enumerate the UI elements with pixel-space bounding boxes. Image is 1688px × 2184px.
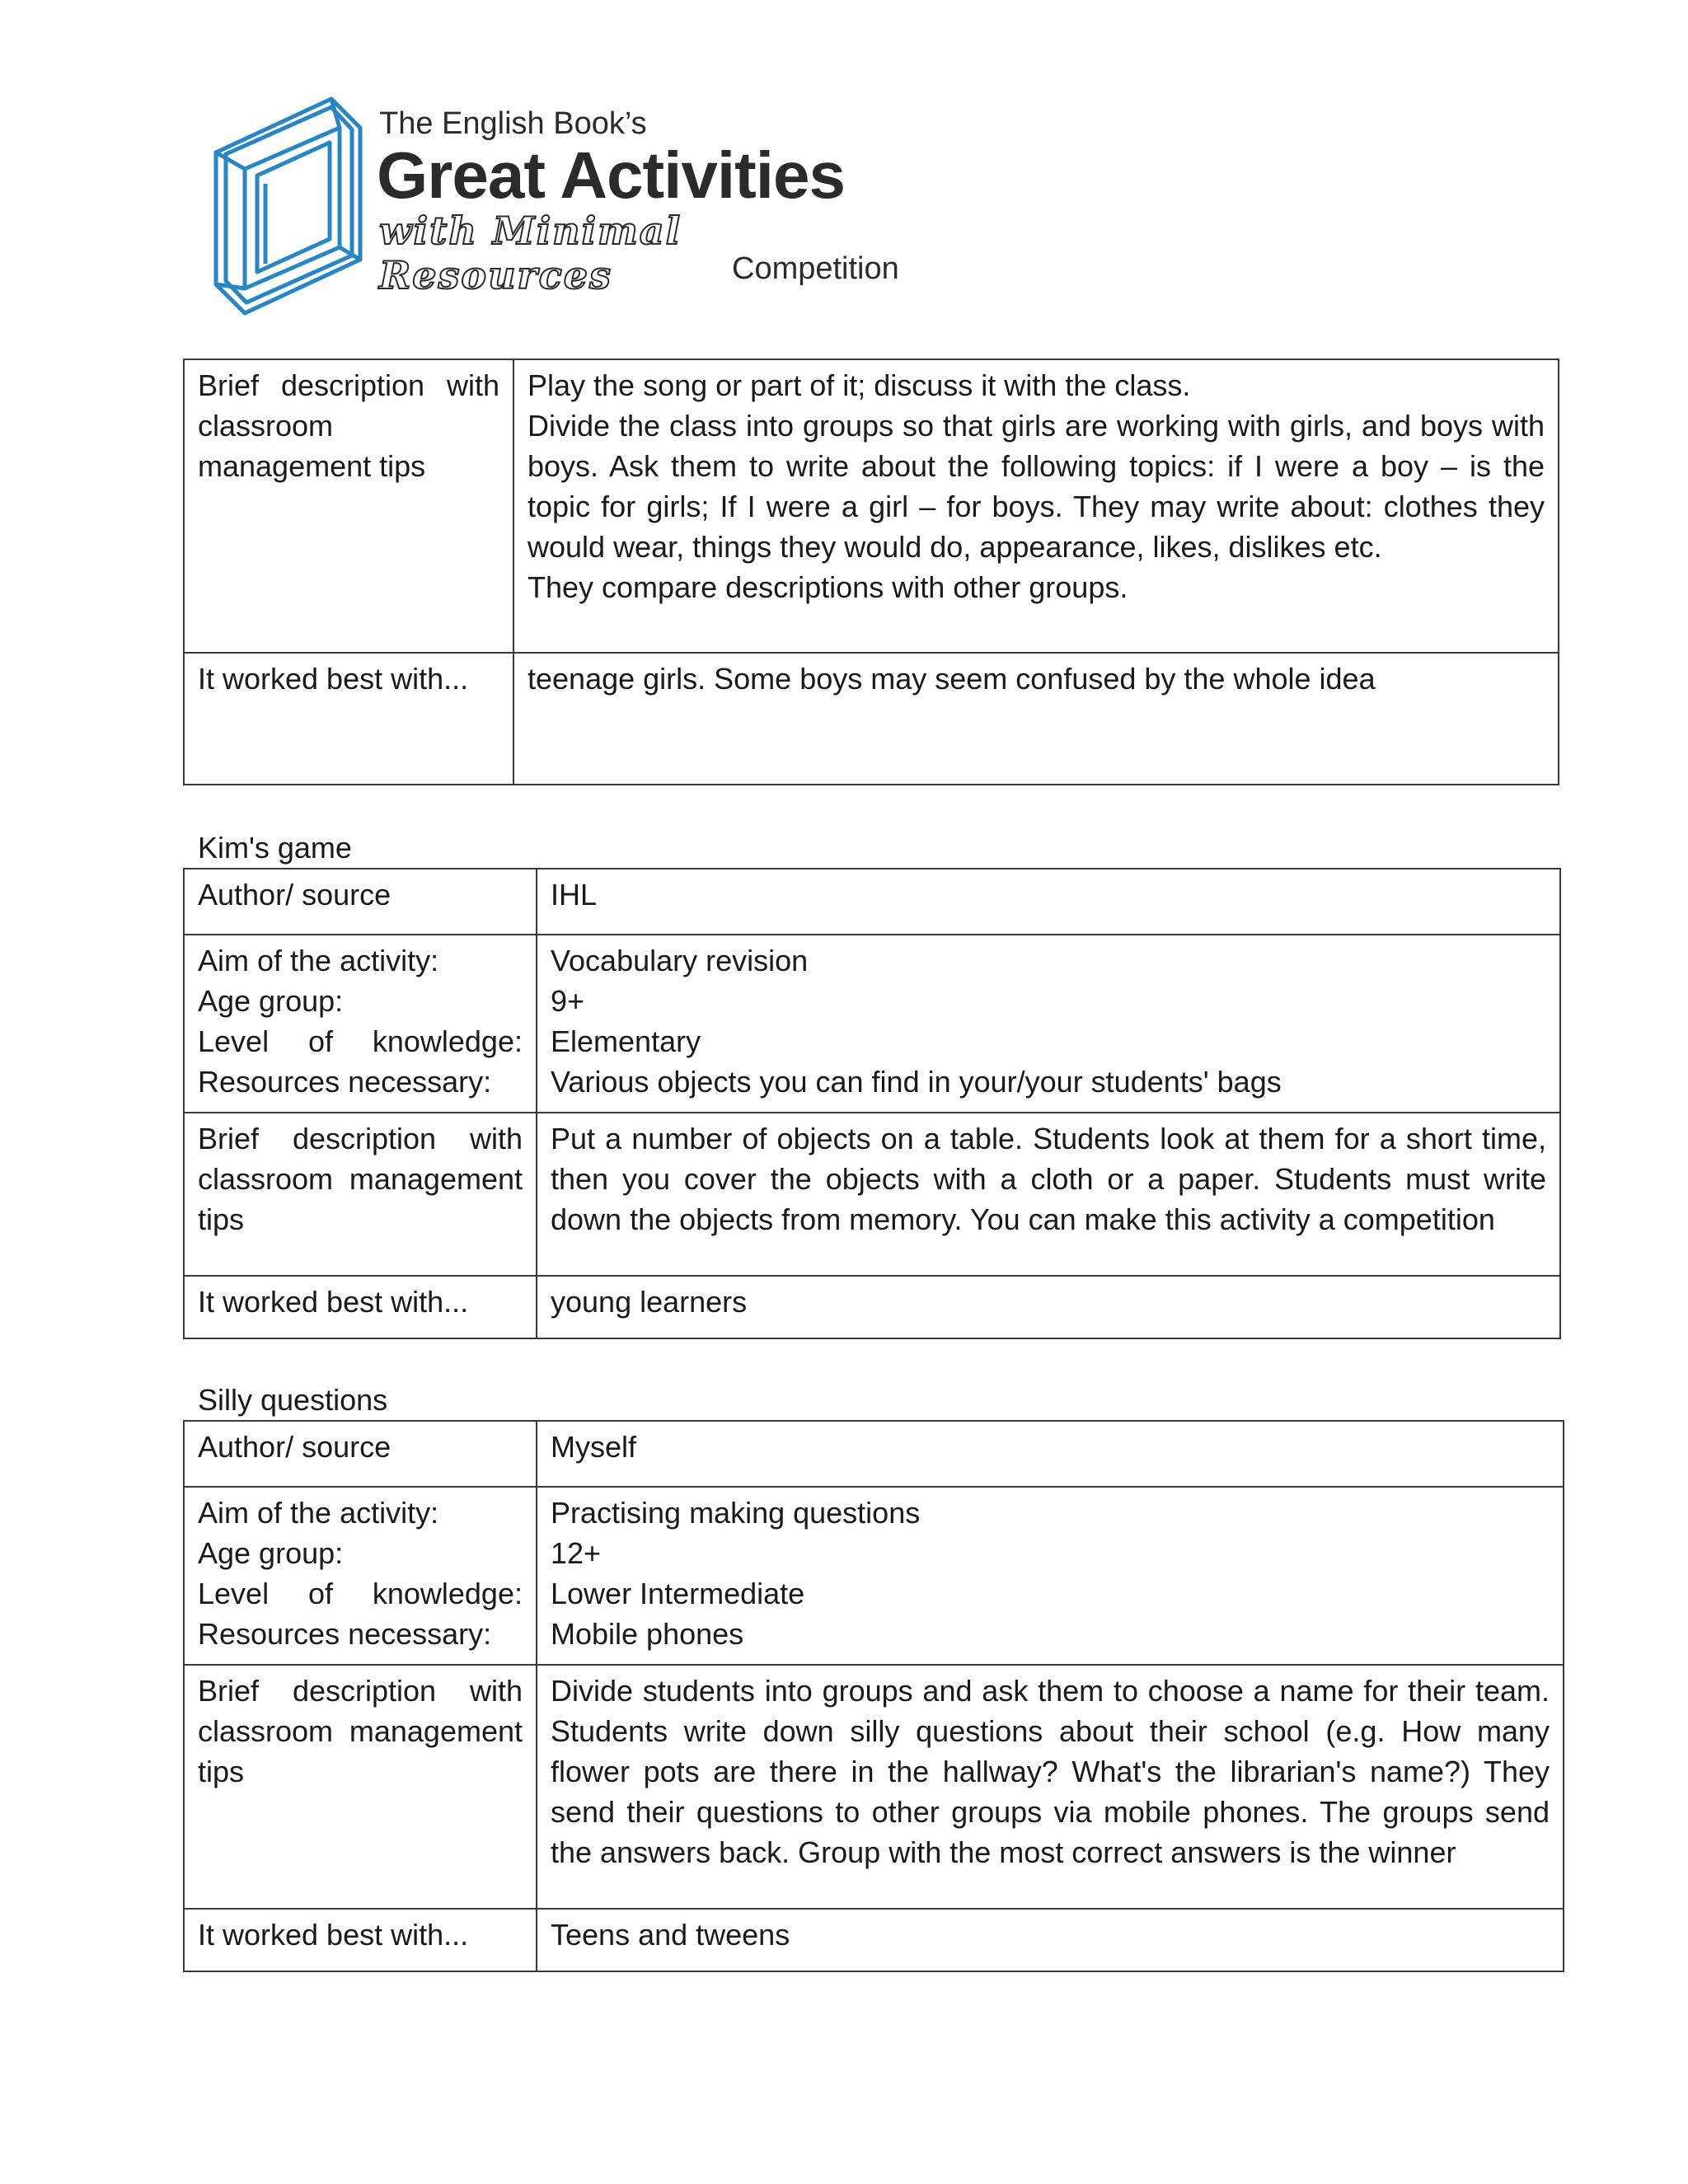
best-value-cell: young learners — [537, 1276, 1560, 1338]
brief-label-cell: Brief description with classroom management tips — [184, 359, 513, 653]
table-row — [184, 359, 1559, 653]
author-value-cell: IHL — [537, 869, 1560, 935]
resources-value: Various objects you can find in your/your students' bags — [551, 1065, 1282, 1099]
book-logo-icon — [208, 95, 373, 317]
aim-value: Practising making questions — [551, 1496, 921, 1530]
activity-3-title: Silly questions — [198, 1383, 388, 1417]
author-label-cell: Author/ source — [184, 869, 537, 935]
brief-value-line-2: Divide the class into groups so that girls are working with girls, and boys with boys. Ask them to write about the following topics: if I were a boy – is the topic for girls; If I were a girl – for boys. They may write about: clothes they would wear, things they would do, appearance, likes, dislikes etc. — [528, 409, 1545, 564]
brief-value-cell: Divide students into groups and ask them to choose a name for their team. Students write down silly questions about their school (e.g. How many flower pots are there in the hallway? What's the librarian's name?) They send their questions to other groups via mobile phones. The groups send the answers back. Group with the most correct answers is the winner — [537, 1665, 1564, 1909]
best-value-cell: Teens and tweens — [537, 1909, 1564, 1971]
resources-label: Resources necessary: — [198, 1617, 492, 1651]
table-row — [184, 935, 1560, 1113]
resources-label: Resources necessary: — [198, 1065, 492, 1099]
author-value-cell: Myself — [537, 1421, 1564, 1487]
logo — [208, 95, 917, 326]
brief-value-line-1: Play the song or part of it; discuss it with the class. — [528, 368, 1191, 402]
details-value-cell — [537, 1487, 1564, 1665]
details-label-cell — [184, 935, 537, 1113]
table-row — [184, 1276, 1560, 1338]
table-row — [184, 1487, 1564, 1665]
brief-label-cell: Brief description with classroom management tips — [184, 1113, 537, 1276]
table-row — [184, 869, 1560, 935]
brief-value-cell: Put a number of objects on a table. Students look at them for a short time, then you cover the objects with a cloth or a paper. Students must write down the objects from memory. You can make this activity a competition — [537, 1113, 1560, 1276]
logo-line-1: The English Book’s — [379, 106, 647, 141]
level-label: Level of knowledge: — [198, 1024, 523, 1058]
activity-2-title: Kim's game — [198, 831, 352, 865]
author-label-cell: Author/ source — [184, 1421, 537, 1487]
activity-2-table — [183, 868, 1561, 1339]
brief-value-line-3: They compare descriptions with other groups. — [528, 570, 1128, 604]
level-value: Elementary — [551, 1024, 701, 1058]
age-label: Age group: — [198, 984, 344, 1018]
aim-value: Vocabulary revision — [551, 944, 809, 977]
table-row — [184, 653, 1559, 785]
aim-label: Aim of the activity: — [198, 1496, 439, 1530]
aim-label: Aim of the activity: — [198, 944, 439, 977]
table-row — [184, 1665, 1564, 1909]
table-row — [184, 1113, 1560, 1276]
logo-line-4: Competition — [732, 251, 899, 286]
brief-label-cell: Brief description with classroom management tips — [184, 1665, 537, 1909]
level-value: Lower Intermediate — [551, 1577, 805, 1610]
age-value: 12+ — [551, 1536, 602, 1570]
best-value-cell: teenage girls. Some boys may seem confused by the whole idea — [513, 653, 1559, 785]
best-label-cell: It worked best with... — [184, 1276, 537, 1338]
resources-value: Mobile phones — [551, 1617, 744, 1651]
logo-line-3: with Minimal Resources — [379, 209, 682, 298]
level-label: Level of knowledge: — [198, 1577, 523, 1610]
best-label-cell: It worked best with... — [184, 1909, 537, 1971]
age-value: 9+ — [551, 984, 585, 1018]
details-value-cell — [537, 935, 1560, 1113]
logo-line-2: Great Activities — [377, 138, 845, 212]
table-row — [184, 1909, 1564, 1971]
age-label: Age group: — [198, 1536, 344, 1570]
best-label-cell: It worked best with... — [184, 653, 513, 785]
table-row — [184, 1421, 1564, 1487]
activity-1-table — [183, 359, 1559, 785]
brief-value-cell — [513, 359, 1559, 653]
activity-3-table — [183, 1420, 1564, 1972]
details-label-cell — [184, 1487, 537, 1665]
